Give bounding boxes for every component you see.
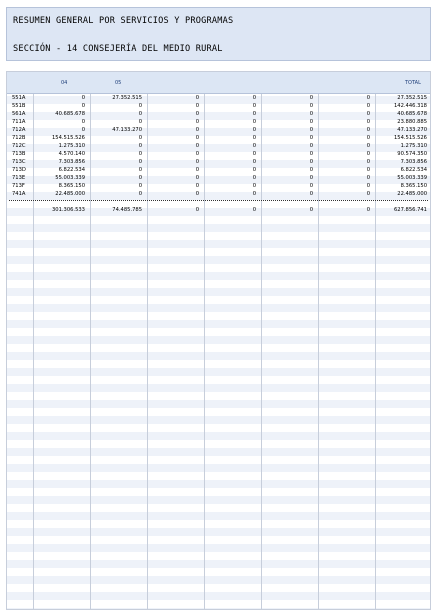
- amount-cell: 0: [195, 111, 199, 117]
- amount-cell: 55.003.339: [55, 175, 85, 181]
- amount-cell: 0: [138, 151, 142, 157]
- amount-cell: 22.485.000: [55, 191, 85, 197]
- amount-cell: 1.275.310: [58, 143, 85, 149]
- amount-cell: 4.570.140: [58, 151, 85, 157]
- program-code: 551B: [12, 103, 26, 109]
- amount-cell: 7.303.856: [58, 159, 85, 165]
- table-row: [7, 110, 430, 118]
- program-code: 713F: [12, 183, 25, 189]
- table-row: [7, 142, 430, 150]
- table-row: [7, 118, 430, 126]
- amount-cell: 6.822.534: [58, 167, 85, 173]
- amount-cell: 0: [309, 111, 313, 117]
- table-row: [7, 94, 430, 102]
- summary-table: [6, 71, 431, 610]
- amount-cell: 0: [366, 183, 370, 189]
- total-cell: 0: [366, 207, 370, 213]
- amount-cell: 0: [366, 143, 370, 149]
- amount-cell: 23.880.885: [397, 119, 427, 125]
- amount-cell: 142.446.318: [393, 103, 427, 109]
- amount-cell: 0: [195, 95, 199, 101]
- total-cell: 74.485.785: [112, 207, 142, 213]
- amount-cell: 0: [252, 111, 256, 117]
- amount-cell: 0: [309, 159, 313, 165]
- amount-cell: 0: [366, 135, 370, 141]
- amount-cell: 7.303.856: [400, 159, 427, 165]
- amount-cell: 0: [138, 119, 142, 125]
- amount-cell: 40.685.678: [397, 111, 427, 117]
- amount-cell: 0: [195, 183, 199, 189]
- table-header-row: [7, 72, 430, 94]
- amount-cell: 47.133.270: [112, 127, 142, 133]
- amount-cell: 0: [252, 191, 256, 197]
- amount-cell: 8.365.150: [400, 183, 427, 189]
- amount-cell: 27.352.515: [112, 95, 142, 101]
- table-row: [7, 150, 430, 158]
- amount-cell: 0: [138, 191, 142, 197]
- column-header-total: TOTAL: [405, 80, 421, 86]
- program-code: 561A: [12, 111, 26, 117]
- amount-cell: 154.515.526: [51, 135, 85, 141]
- amount-cell: 154.515.526: [393, 135, 427, 141]
- amount-cell: 0: [366, 151, 370, 157]
- table-row: [7, 102, 430, 110]
- amount-cell: 0: [366, 119, 370, 125]
- amount-cell: 0: [195, 167, 199, 173]
- amount-cell: 0: [195, 143, 199, 149]
- report-title: RESUMEN GENERAL POR SERVICIOS Y PROGRAMAS: [13, 16, 234, 26]
- table-row: [7, 166, 430, 174]
- amount-cell: 0: [81, 127, 85, 133]
- amount-cell: 0: [366, 111, 370, 117]
- program-code: 713C: [12, 159, 26, 165]
- amount-cell: 0: [138, 175, 142, 181]
- program-code: 712B: [12, 135, 26, 141]
- total-cell: 301.306.533: [51, 207, 85, 213]
- report-header: [6, 7, 431, 61]
- amount-cell: 0: [195, 127, 199, 133]
- amount-cell: 0: [366, 175, 370, 181]
- program-code: 711A: [12, 119, 26, 125]
- amount-cell: 0: [252, 143, 256, 149]
- amount-cell: 0: [309, 127, 313, 133]
- program-code: 741A: [12, 191, 26, 197]
- amount-cell: 0: [252, 119, 256, 125]
- totals-separator: [9, 200, 428, 201]
- amount-cell: 0: [252, 135, 256, 141]
- amount-cell: 0: [366, 127, 370, 133]
- amount-cell: 0: [366, 159, 370, 165]
- amount-cell: 8.365.150: [58, 183, 85, 189]
- amount-cell: 0: [309, 167, 313, 173]
- amount-cell: 0: [195, 103, 199, 109]
- program-code: 713E: [12, 175, 26, 181]
- amount-cell: 47.133.270: [397, 127, 427, 133]
- total-cell: 627.856.741: [393, 207, 427, 213]
- amount-cell: 0: [138, 111, 142, 117]
- amount-cell: 1.275.310: [400, 143, 427, 149]
- table-row: [7, 174, 430, 182]
- amount-cell: 40.685.678: [55, 111, 85, 117]
- program-code: 712C: [12, 143, 26, 149]
- amount-cell: 0: [309, 183, 313, 189]
- amount-cell: 0: [195, 119, 199, 125]
- amount-cell: 0: [195, 191, 199, 197]
- amount-cell: 0: [138, 167, 142, 173]
- amount-cell: 55.003.339: [397, 175, 427, 181]
- amount-cell: 0: [309, 151, 313, 157]
- table-row: [7, 182, 430, 190]
- amount-cell: 0: [252, 127, 256, 133]
- program-code: 713D: [12, 167, 26, 173]
- total-cell: 0: [252, 207, 256, 213]
- amount-cell: 0: [309, 175, 313, 181]
- amount-cell: 0: [252, 167, 256, 173]
- amount-cell: 0: [309, 95, 313, 101]
- amount-cell: 0: [252, 103, 256, 109]
- amount-cell: 0: [138, 143, 142, 149]
- amount-cell: 0: [366, 103, 370, 109]
- program-code: 712A: [12, 127, 26, 133]
- amount-cell: 0: [138, 159, 142, 165]
- amount-cell: 0: [309, 191, 313, 197]
- column-header-04: 04: [61, 80, 68, 86]
- amount-cell: 0: [252, 175, 256, 181]
- amount-cell: 0: [195, 151, 199, 157]
- amount-cell: 27.352.515: [397, 95, 427, 101]
- table-row: [7, 190, 430, 198]
- amount-cell: 0: [309, 135, 313, 141]
- amount-cell: 0: [366, 167, 370, 173]
- amount-cell: 0: [252, 159, 256, 165]
- program-code: 713B: [12, 151, 26, 157]
- amount-cell: 0: [195, 135, 199, 141]
- amount-cell: 90.574.350: [397, 151, 427, 157]
- amount-cell: 0: [195, 159, 199, 165]
- amount-cell: 0: [81, 119, 85, 125]
- amount-cell: 0: [252, 95, 256, 101]
- amount-cell: 0: [366, 95, 370, 101]
- table-row: [7, 126, 430, 134]
- table-row: [7, 158, 430, 166]
- amount-cell: 0: [81, 103, 85, 109]
- amount-cell: 0: [309, 143, 313, 149]
- amount-cell: 6.822.534: [400, 167, 427, 173]
- amount-cell: 0: [309, 103, 313, 109]
- program-code: 551A: [12, 95, 26, 101]
- amount-cell: 0: [138, 135, 142, 141]
- amount-cell: 0: [252, 151, 256, 157]
- amount-cell: 0: [81, 95, 85, 101]
- amount-cell: 0: [252, 183, 256, 189]
- total-cell: 0: [195, 207, 199, 213]
- amount-cell: 0: [366, 191, 370, 197]
- total-cell: 0: [309, 207, 313, 213]
- amount-cell: 0: [309, 119, 313, 125]
- amount-cell: 0: [138, 183, 142, 189]
- amount-cell: 22.485.000: [397, 191, 427, 197]
- totals-row: [7, 206, 430, 214]
- amount-cell: 0: [138, 103, 142, 109]
- section-title: SECCIÓN - 14 CONSEJERÍA DEL MEDIO RURAL: [13, 44, 223, 54]
- table-row: [7, 134, 430, 142]
- column-header-05: 05: [115, 80, 122, 86]
- amount-cell: 0: [195, 175, 199, 181]
